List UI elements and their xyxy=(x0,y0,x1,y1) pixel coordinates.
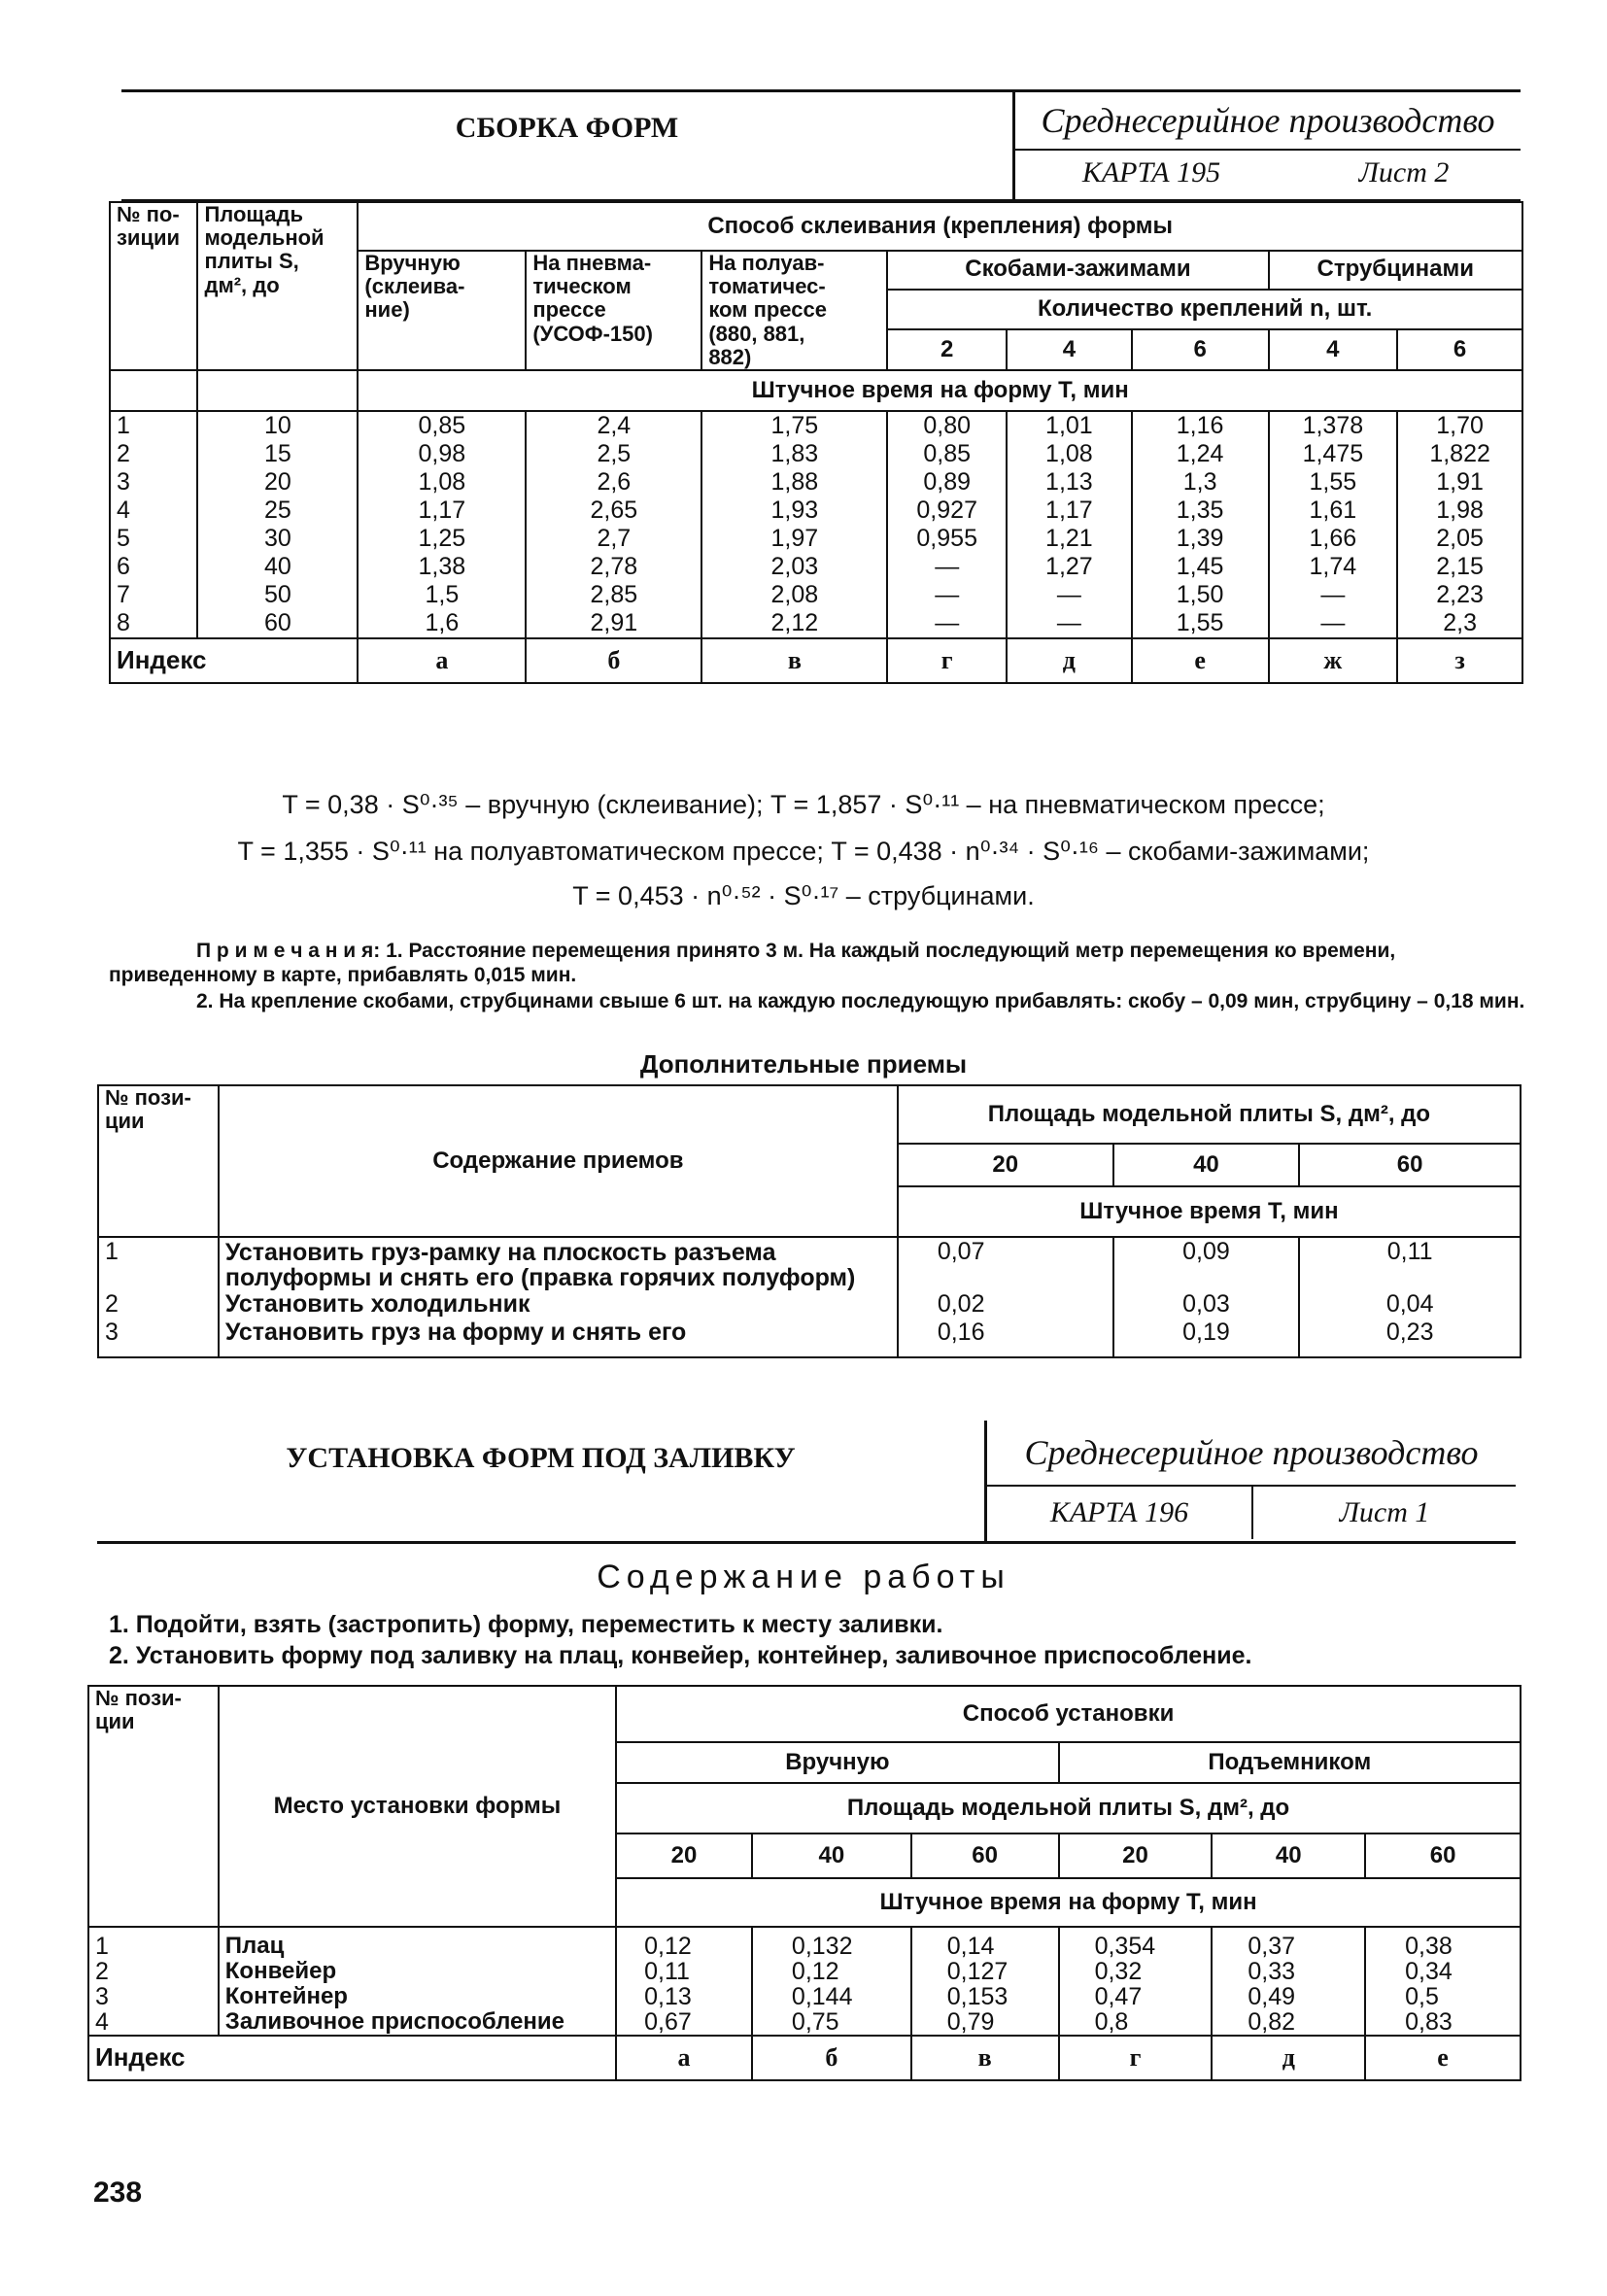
card196-h-position: № пози- ции xyxy=(88,1686,219,1927)
cell: 1 xyxy=(117,411,130,439)
card195-index-cell: е xyxy=(1132,638,1269,683)
cell: 1,16 xyxy=(1176,411,1224,439)
cell: 0,79 xyxy=(946,2008,995,2036)
cell: — xyxy=(935,608,960,636)
card195-formula: T = 0,38 · S⁰·³⁵ – вручную (склеивание); T = 1,857 · S⁰·¹¹ – на пневматическом прессе; xyxy=(282,790,1325,819)
cell: 2,3 xyxy=(1443,608,1477,636)
cell: 1,6 xyxy=(425,608,460,636)
cell: 8 xyxy=(117,608,130,636)
cell: 1,61 xyxy=(1309,496,1357,524)
cell: 1,55 xyxy=(1176,608,1224,636)
card196-index-cell: б xyxy=(752,2036,911,2080)
card195-index-cell: а xyxy=(358,638,526,683)
card195-h-count-value: 6 xyxy=(1397,329,1522,370)
card195-h-count-value: 6 xyxy=(1132,329,1269,370)
cell: 0,5 xyxy=(1405,1983,1439,2010)
card196-index-cell: д xyxy=(1212,2036,1365,2080)
cell: 0,12 xyxy=(644,1933,692,1960)
card196-work-title: Содержание работы xyxy=(597,1559,1010,1595)
card196-h-place: Место установки формы xyxy=(219,1686,616,1927)
card196-production: Среднесерийное производство xyxy=(987,1421,1516,1487)
extra-row-value: 0,19 xyxy=(1113,1319,1300,1357)
card195-h-clamps: Скобами-зажимами xyxy=(887,251,1268,290)
extra-row-position: 1 xyxy=(98,1237,219,1290)
card195-h-struts: Струбцинами xyxy=(1269,251,1523,290)
cell: 0,49 xyxy=(1248,1983,1296,2010)
card196-right-block xyxy=(984,1421,1516,1541)
extra-row-value: 0,09 xyxy=(1113,1237,1300,1290)
cell: 1,378 xyxy=(1302,411,1364,439)
card195-h-count-value: 4 xyxy=(1269,329,1398,370)
cell: 0,13 xyxy=(644,1983,692,2010)
card195-index-cell: д xyxy=(1007,638,1132,683)
card196-index-cell: е xyxy=(1365,2036,1521,2080)
card196-card-number: КАРТА 196 xyxy=(987,1487,1253,1539)
cell: 0,47 xyxy=(1094,1983,1143,2010)
card196-col-lift-40 xyxy=(1212,1927,1365,2036)
extra-table xyxy=(97,1084,1522,1358)
cell: 1,75 xyxy=(770,411,819,439)
cell: Заливочное приспособление xyxy=(224,2008,564,2035)
card195-col-manual xyxy=(358,411,526,638)
cell: 1 xyxy=(95,1933,109,1960)
cell: 1,5 xyxy=(425,580,460,608)
card195-spacer xyxy=(110,370,197,411)
cell: 2,08 xyxy=(770,580,819,608)
card195-col-clamps-4 xyxy=(1007,411,1132,638)
cell: 2,65 xyxy=(590,496,638,524)
cell: 0,354 xyxy=(1094,1933,1156,1960)
cell: 0,33 xyxy=(1248,1958,1296,1985)
cell: 1,27 xyxy=(1045,552,1093,580)
card196-col-manual-40 xyxy=(752,1927,911,2036)
cell: 0,83 xyxy=(1405,2008,1453,2036)
cell: 1,13 xyxy=(1045,467,1093,496)
cell: 1,97 xyxy=(770,524,819,552)
extra-row-value: 0,04 xyxy=(1299,1290,1521,1319)
cell: 1,83 xyxy=(770,439,819,467)
cell: 1,35 xyxy=(1176,496,1224,524)
card195-formula: T = 0,453 · n⁰·⁵² · S⁰·¹⁷ – струбцинами. xyxy=(572,881,1035,910)
card195-col-semiauto xyxy=(701,411,887,638)
card196-index-cell: а xyxy=(616,2036,752,2080)
card195-table xyxy=(109,201,1523,684)
cell: 0,11 xyxy=(644,1958,690,1985)
card196-work-item: 2. Установить форму под заливку на плац, конвейер, контейнер, заливочное приспособление. xyxy=(109,1642,1252,1669)
cell: 0,127 xyxy=(946,1958,1009,1985)
cell: 6 xyxy=(117,552,130,580)
cell: 1,74 xyxy=(1309,552,1357,580)
card195-h-position: № по- зиции xyxy=(110,202,197,370)
extra-h-area-value: 20 xyxy=(898,1144,1113,1186)
card196-sheet: Лист 1 xyxy=(1339,1496,1430,1528)
cell: 1,17 xyxy=(418,496,466,524)
cell: 0,144 xyxy=(791,1983,853,2010)
cell: — xyxy=(1320,580,1346,608)
cell: 1,45 xyxy=(1176,552,1224,580)
card195-col-area xyxy=(197,411,358,638)
cell: 20 xyxy=(264,467,291,496)
card195-index-cell: б xyxy=(526,638,701,683)
cell: 0,132 xyxy=(791,1933,853,1960)
card196-h-area-value: 20 xyxy=(1059,1833,1213,1878)
cell: 1,822 xyxy=(1429,439,1490,467)
cell: 1,70 xyxy=(1436,411,1484,439)
cell: 0,8 xyxy=(1094,2008,1129,2036)
cell: 1,08 xyxy=(418,467,466,496)
card195-h-count-value: 2 xyxy=(887,329,1007,370)
card196-col-manual-60 xyxy=(911,1927,1059,2036)
extra-h-area: Площадь модельной плиты S, дм², до xyxy=(898,1085,1521,1144)
cell: 2,03 xyxy=(770,552,819,580)
card196-table xyxy=(87,1685,1522,2081)
card196-index-cell: в xyxy=(911,2036,1059,2080)
card195-card-number: КАРТА 195 xyxy=(1081,156,1221,188)
cell: 0,75 xyxy=(791,2008,839,2036)
cell: 1,50 xyxy=(1176,580,1224,608)
cell: 0,32 xyxy=(1094,1958,1143,1985)
cell: 2 xyxy=(95,1958,109,1985)
card196-h-lift: Подъемником xyxy=(1059,1742,1521,1783)
card195-index-cell: ж xyxy=(1269,638,1398,683)
cell: Контейнер xyxy=(224,1983,348,2009)
card195-formula: T = 1,355 · S⁰·¹¹ на полуавтоматическом прессе; T = 0,438 · n⁰·³⁴ · S⁰·¹⁶ – скобами-зажимами; xyxy=(237,837,1370,866)
cell: 2 xyxy=(117,439,130,467)
cell: 0,98 xyxy=(418,439,466,467)
card195-note: П р и м е ч а н и я: 1. Расстояние перемещения принято 3 м. На каждый последующий метр перемещения ко времени, приведенному в карте, прибавлять 0,015 мин. xyxy=(109,940,1396,986)
card195-col-clamps-6 xyxy=(1132,411,1269,638)
cell: 0,955 xyxy=(916,524,977,552)
cell: 2,5 xyxy=(597,439,632,467)
card196-col-lift-60 xyxy=(1365,1927,1521,2036)
card195-col-pneumatic xyxy=(526,411,701,638)
card195-h-count: Количество креплений n, шт. xyxy=(887,290,1522,330)
cell: 0,85 xyxy=(923,439,972,467)
cell: 7 xyxy=(117,580,130,608)
extra-h-area-value: 60 xyxy=(1299,1144,1521,1186)
cell: 25 xyxy=(264,496,291,524)
card196-col-place xyxy=(219,1927,616,2036)
card196-sub xyxy=(987,1487,1516,1539)
extra-h-position: № пози- ции xyxy=(98,1085,219,1237)
card196-h-method: Способ установки xyxy=(616,1686,1521,1742)
card195-col-position xyxy=(110,411,197,638)
cell: 2,6 xyxy=(597,467,632,496)
card196-h-area-value: 60 xyxy=(1365,1833,1521,1878)
card196-h-area-value: 40 xyxy=(1212,1833,1365,1878)
extra-row-position: 2 xyxy=(98,1290,219,1319)
cell: 1,39 xyxy=(1176,524,1224,552)
card196-header xyxy=(97,1421,1516,1544)
cell: 2,78 xyxy=(590,552,638,580)
card195-spacer xyxy=(197,370,358,411)
cell: 0,89 xyxy=(923,467,972,496)
card195-h-area: Площадь модельной плиты S, дм², до xyxy=(197,202,358,370)
card195-h-method: Способ склеивания (крепления) формы xyxy=(358,202,1522,251)
cell: 0,927 xyxy=(916,496,977,524)
card196-col-manual-20 xyxy=(616,1927,752,2036)
card195-note: 2. На крепление скобами, струбцинами свыше 6 шт. на каждую последующую прибавлять: скобу – 0,09 мин, струбцину – 0,18 мин. xyxy=(196,990,1525,1012)
extra-row-value: 0,16 xyxy=(898,1319,1113,1357)
cell: 1,24 xyxy=(1176,439,1224,467)
card195-right-block xyxy=(1012,92,1521,199)
card195-sub xyxy=(1015,151,1521,195)
extra-caption: Дополнительные приемы xyxy=(639,1049,968,1079)
cell: 30 xyxy=(264,524,291,552)
cell: 0,38 xyxy=(1405,1933,1453,1960)
extra-row-value: 0,02 xyxy=(898,1290,1113,1319)
card196-work-item: 1. Подойти, взять (застропить) форму, переместить к месту заливки. xyxy=(109,1611,943,1638)
cell: 1,17 xyxy=(1045,496,1093,524)
extra-h-time: Штучное время Т, мин xyxy=(898,1186,1521,1237)
cell: 4 xyxy=(117,496,130,524)
extra-row-position: 3 xyxy=(98,1319,219,1357)
cell: 40 xyxy=(264,552,291,580)
card196-h-manual: Вручную xyxy=(616,1742,1058,1783)
cell: — xyxy=(1056,580,1081,608)
extra-row-text: Установить холодильник xyxy=(219,1290,898,1319)
card195-col-clamps-2 xyxy=(887,411,1007,638)
extra-row-value: 0,03 xyxy=(1113,1290,1300,1319)
card196-col-lift-20 xyxy=(1059,1927,1213,2036)
card196-h-time: Штучное время на форму Т, мин xyxy=(616,1878,1521,1927)
cell: Конвейер xyxy=(224,1958,337,1984)
cell: 0,82 xyxy=(1248,2008,1296,2036)
card195-h-semiauto: На полуав- томатичес- ком прессе (880, 881, 882) xyxy=(701,251,887,370)
cell: 0,67 xyxy=(644,2008,692,2036)
card196-title: УСТАНОВКА ФОРМ ПОД ЗАЛИВКУ xyxy=(286,1442,796,1474)
card195-production: Среднесерийное производство xyxy=(1015,92,1521,151)
cell: 2,05 xyxy=(1436,524,1484,552)
cell: 1,91 xyxy=(1436,467,1484,496)
card195-h-count-value: 4 xyxy=(1007,329,1132,370)
cell: 0,153 xyxy=(946,1983,1009,2010)
cell: 2,4 xyxy=(597,411,632,439)
card196-h-area-value: 60 xyxy=(911,1833,1059,1878)
card195-index-label: Индекс xyxy=(110,638,358,683)
cell: 1,98 xyxy=(1436,496,1484,524)
card196-col-position xyxy=(88,1927,219,2036)
card195-h-time: Штучное время на форму Т, мин xyxy=(358,370,1522,411)
card195-col-struts-4 xyxy=(1269,411,1398,638)
cell: 0,34 xyxy=(1405,1958,1453,1985)
card195-h-pneumatic: На пневма- тическом прессе (УСОФ-150) xyxy=(526,251,701,370)
cell: 2,12 xyxy=(770,608,819,636)
extra-row-text: Установить груз на форму и снять его xyxy=(219,1319,898,1357)
cell: 1,08 xyxy=(1045,439,1093,467)
cell: 0,37 xyxy=(1248,1933,1296,1960)
cell: 1,475 xyxy=(1302,439,1364,467)
cell: 1,88 xyxy=(770,467,819,496)
cell: 3 xyxy=(117,467,130,496)
cell: 0,14 xyxy=(946,1933,995,1960)
cell: 10 xyxy=(264,411,291,439)
cell: 0,12 xyxy=(791,1958,839,1985)
extra-row-value: 0,23 xyxy=(1299,1319,1521,1357)
cell: 0,80 xyxy=(923,411,972,439)
cell: 1,21 xyxy=(1045,524,1093,552)
cell: 60 xyxy=(264,608,291,636)
cell: 1,01 xyxy=(1045,411,1093,439)
cell: — xyxy=(1056,608,1081,636)
cell: — xyxy=(935,552,960,580)
cell: 3 xyxy=(95,1983,109,2010)
card196-h-area-value: 40 xyxy=(752,1833,911,1878)
cell: 2,85 xyxy=(590,580,638,608)
cell: 1,55 xyxy=(1309,467,1357,496)
cell: 50 xyxy=(264,580,291,608)
cell: 2,7 xyxy=(597,524,632,552)
extra-row-value: 0,11 xyxy=(1299,1237,1521,1290)
extra-h-content: Содержание приемов xyxy=(219,1085,898,1237)
card195-sheet: Лист 2 xyxy=(1358,156,1450,188)
cell: 1,66 xyxy=(1309,524,1357,552)
card195-title: СБОРКА ФОРМ xyxy=(455,112,679,144)
cell: 2,15 xyxy=(1436,552,1484,580)
cell: 2,91 xyxy=(590,608,638,636)
cell: 0,85 xyxy=(418,411,466,439)
card195-col-struts-6 xyxy=(1397,411,1522,638)
extra-row-text: Установить груз-рамку на плоскость разъема полуформы и снять его (правка горячих полуформ) xyxy=(219,1237,898,1290)
card196-h-area: Площадь модельной плиты S, дм², до xyxy=(616,1783,1521,1833)
cell: Плац xyxy=(224,1933,285,1959)
page-number: 238 xyxy=(93,2176,143,2209)
cell: 5 xyxy=(117,524,130,552)
cell: 1,38 xyxy=(418,552,466,580)
cell: 1,3 xyxy=(1182,467,1217,496)
card196-index-label: Индекс xyxy=(88,2036,616,2080)
cell: 4 xyxy=(95,2008,109,2036)
card195-h-manual: Вручную (склеива- ние) xyxy=(358,251,526,370)
card195-index-cell: г xyxy=(887,638,1007,683)
cell: 2,23 xyxy=(1436,580,1484,608)
cell: 1,93 xyxy=(770,496,819,524)
cell: — xyxy=(1320,608,1346,636)
card196-h-area-value: 20 xyxy=(616,1833,752,1878)
cell: — xyxy=(935,580,960,608)
card195-index-cell: в xyxy=(701,638,887,683)
cell: 1,25 xyxy=(418,524,466,552)
extra-row-value: 0,07 xyxy=(898,1237,1113,1290)
extra-h-area-value: 40 xyxy=(1113,1144,1300,1186)
card196-index-cell: г xyxy=(1059,2036,1213,2080)
cell: 15 xyxy=(264,439,291,467)
card195-header xyxy=(121,89,1521,202)
card195-index-cell: з xyxy=(1397,638,1522,683)
